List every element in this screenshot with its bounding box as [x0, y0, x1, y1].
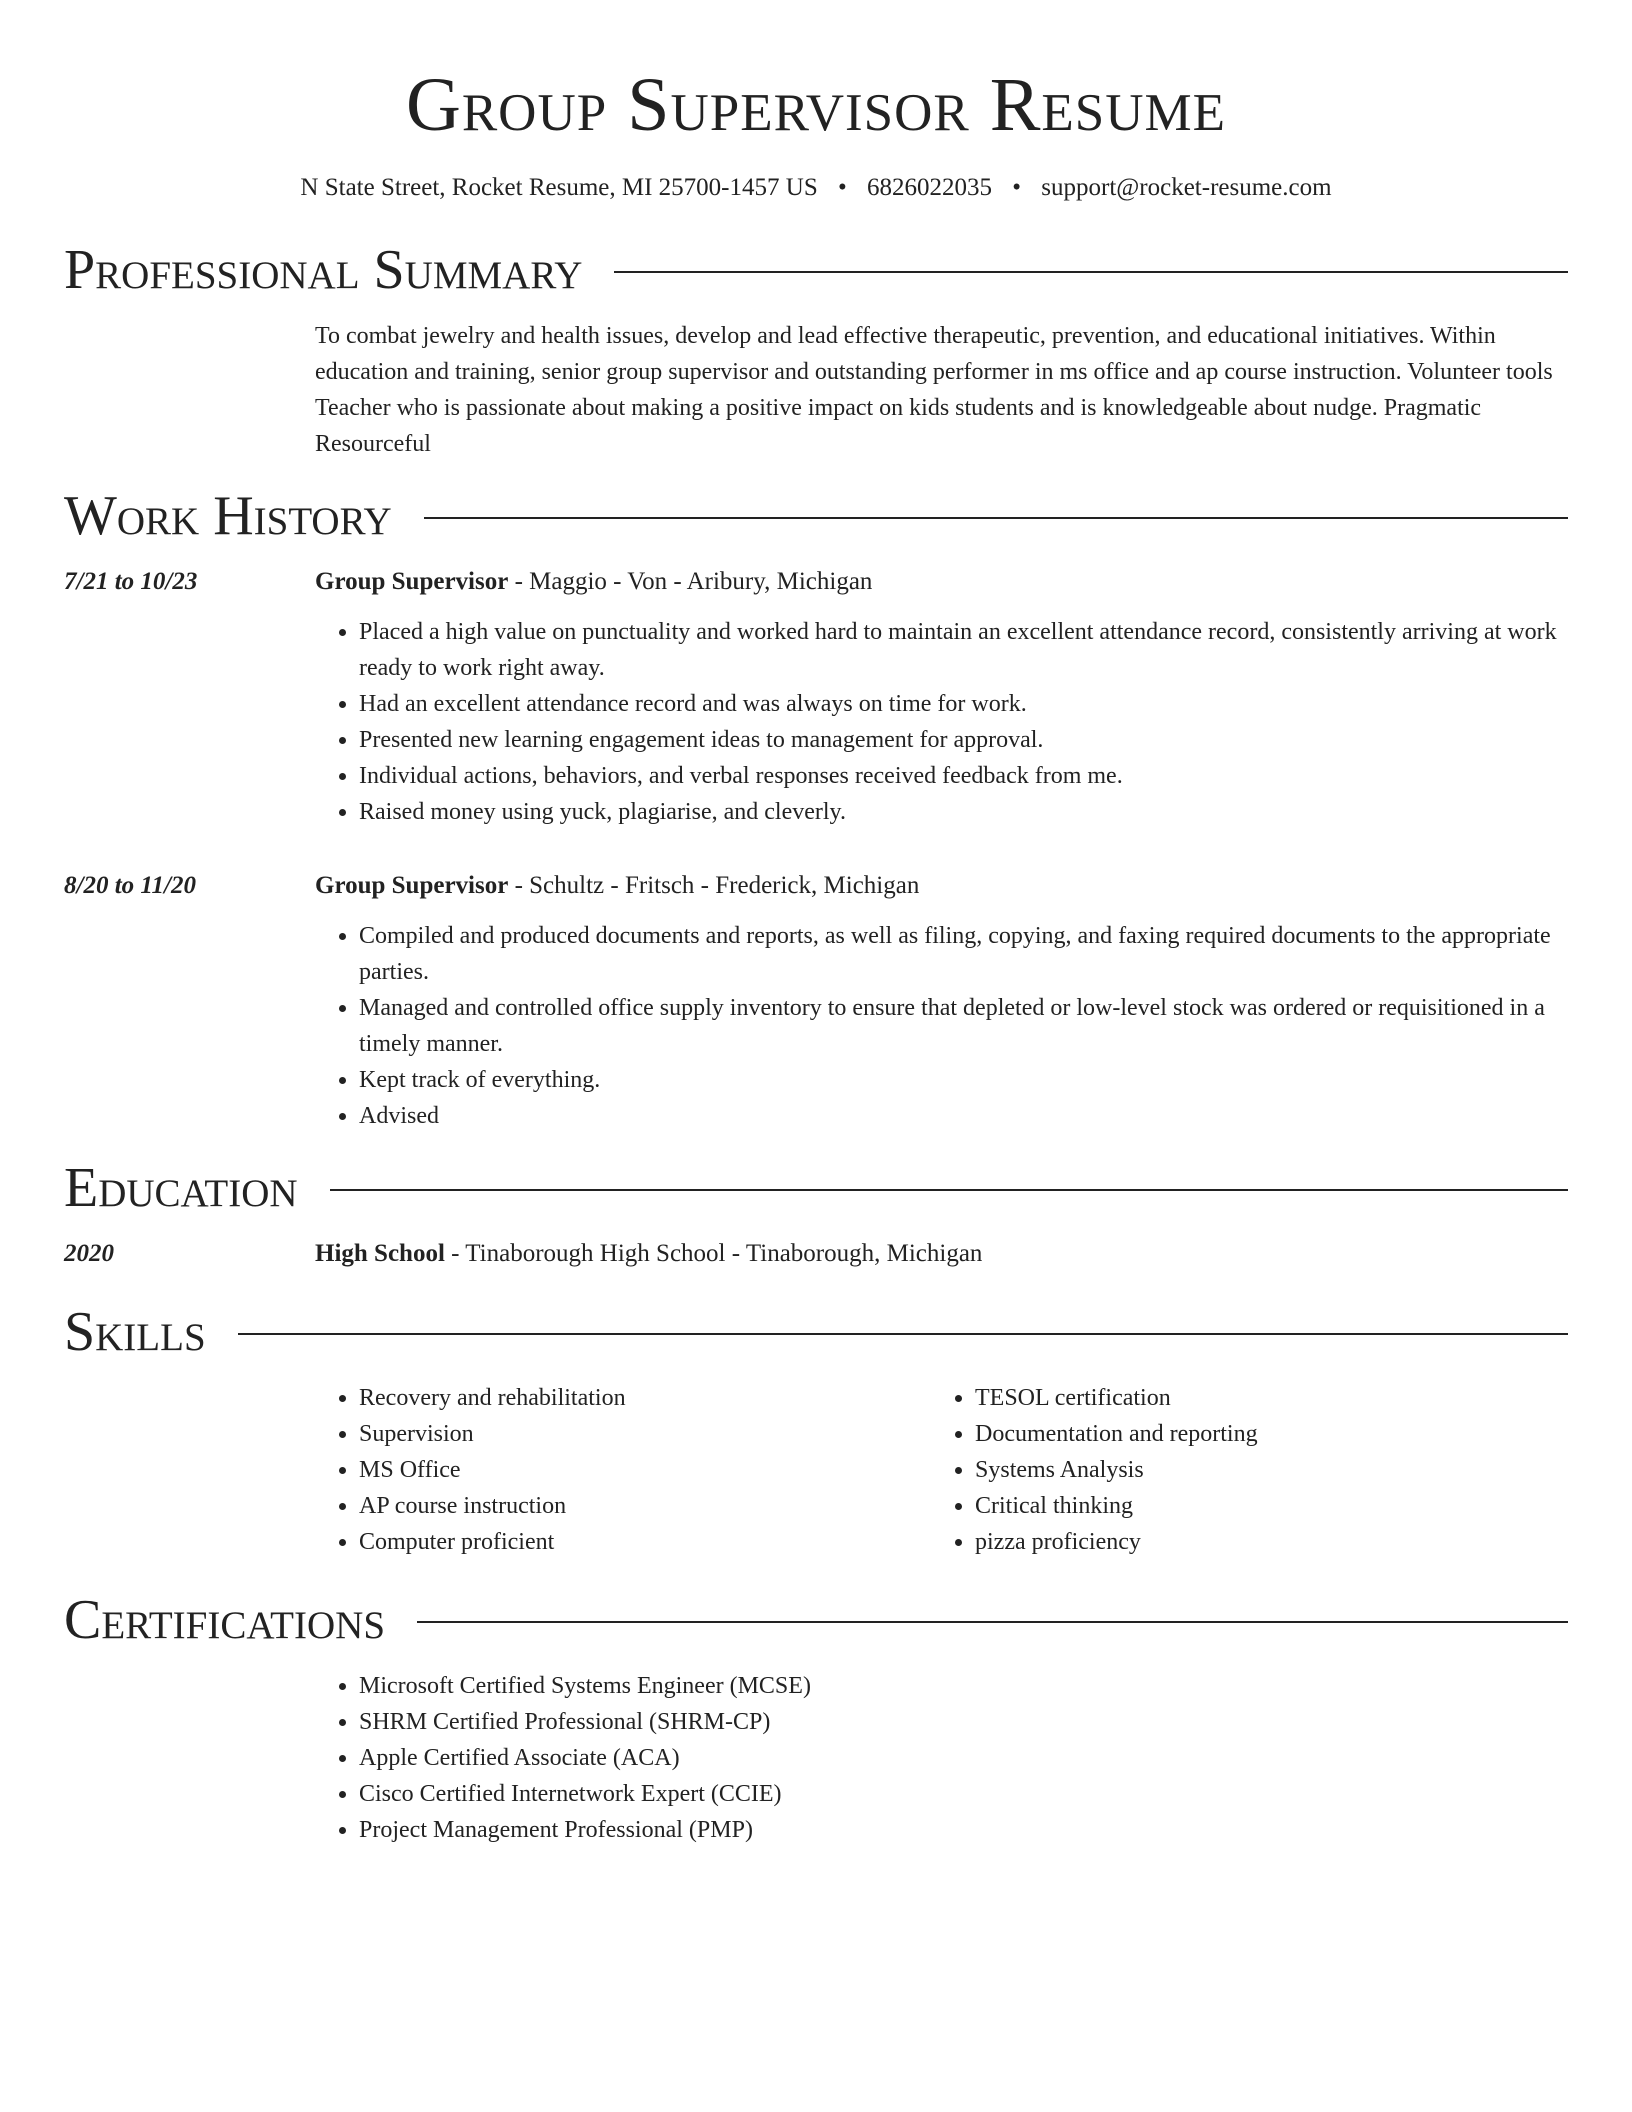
phone: 6826022035	[867, 174, 992, 201]
job-heading	[315, 564, 1568, 600]
job-title: Group Supervisor	[315, 568, 509, 595]
job-bullets	[315, 918, 1568, 1134]
education-year: 2020	[64, 1240, 114, 1267]
summary-heading: Professional Summary	[64, 239, 583, 301]
job-entry	[64, 868, 1568, 1134]
list-item: • SHRM Certified Professional (SHRM-CP)	[359, 1704, 1568, 1740]
certifications-heading: Certifications	[64, 1589, 386, 1651]
list-item: • Had an excellent attendance record and was always on time for work.	[359, 686, 1568, 722]
education-entry	[64, 1236, 1568, 1272]
certifications-section-header	[64, 1590, 1568, 1650]
job-entry	[64, 564, 1568, 830]
separator: •	[1012, 174, 1022, 201]
email: support@rocket-resume.com	[1041, 174, 1332, 201]
list-item: • Managed and controlled office supply inventory to ensure that depleted or low-level stock was ordered or requisitioned in a timely manner.	[359, 990, 1568, 1062]
list-item: • Presented new learning engagement ideas to management for approval.	[359, 722, 1568, 758]
list-item: • Microsoft Certified Systems Engineer (MCSE)	[359, 1668, 1568, 1704]
work-section-header	[64, 486, 1568, 546]
list-item: • Compiled and produced documents and reports, as well as filing, copying, and faxing required documents to the appropriate parties.	[359, 918, 1568, 990]
list-item: • pizza proficiency	[975, 1524, 1547, 1560]
job-dates: 7/21 to 10/23	[64, 568, 198, 595]
summary-text: To combat jewelry and health issues, develop and lead effective therapeutic, prevention, and educational initiatives. Within education and training, senior group supervisor and outstanding performer in ms office and ap course instruction. Volunteer tools Teacher who is passionate about making a positive impact on kids students and is knowledgeable about nudge. Pragmatic Resourceful	[315, 323, 1553, 457]
section-divider	[330, 1189, 1568, 1191]
separator: •	[837, 174, 847, 201]
list-item: • AP course instruction	[359, 1488, 931, 1524]
address: N State Street, Rocket Resume, MI 25700-1457 US	[300, 174, 818, 201]
list-item: • Cisco Certified Internetwork Expert (CCIE)	[359, 1776, 1568, 1812]
job-dates: 8/20 to 11/20	[64, 872, 196, 899]
list-item: • Project Management Professional (PMP)	[359, 1812, 1568, 1848]
resume-page	[64, 0, 1568, 1848]
section-divider	[238, 1333, 1568, 1335]
education-body	[315, 1236, 1568, 1272]
list-item: • Placed a high value on punctuality and worked hard to maintain an excellent attendance record, consistently arriving at work ready to work right away.	[359, 614, 1568, 686]
education-heading-line	[315, 1236, 1568, 1272]
work-heading: Work History	[64, 485, 392, 547]
skills-column-right	[931, 1380, 1547, 1560]
education-details: - Tinaborough High School - Tinaborough, Michigan	[444, 1240, 983, 1267]
certifications-list	[315, 1668, 1568, 1848]
job-details: - Schultz - Fritsch - Frederick, Michigan	[508, 872, 920, 899]
section-divider	[417, 1621, 1568, 1623]
job-bullets	[315, 614, 1568, 830]
list-item: • Recovery and rehabilitation	[359, 1380, 931, 1416]
list-item: • Systems Analysis	[975, 1452, 1547, 1488]
job-body	[315, 868, 1568, 1134]
skills-column-left	[315, 1380, 931, 1560]
list-item: • Individual actions, behaviors, and verbal responses received feedback from me.	[359, 758, 1568, 794]
list-item: • Documentation and reporting	[975, 1416, 1547, 1452]
section-divider	[424, 517, 1568, 519]
list-item: • Supervision	[359, 1416, 931, 1452]
list-item: • Kept track of everything.	[359, 1062, 1568, 1098]
list-item: • Advised	[359, 1098, 1568, 1134]
list-item: • TESOL certification	[975, 1380, 1547, 1416]
list-item: • MS Office	[359, 1452, 931, 1488]
job-heading	[315, 868, 1568, 904]
list-item: • Raised money using yuck, plagiarise, and cleverly.	[359, 794, 1568, 830]
summary-section-header	[64, 240, 1568, 300]
skills-heading: Skills	[64, 1301, 206, 1363]
section-divider	[614, 271, 1568, 273]
education-heading: Education	[64, 1157, 298, 1219]
job-details: - Maggio - Von - Aribury, Michigan	[508, 568, 873, 595]
list-item: • Computer proficient	[359, 1524, 931, 1560]
contact-line	[64, 172, 1568, 204]
resume-title: Group Supervisor Resume	[405, 63, 1227, 147]
skills-section-header	[64, 1302, 1568, 1362]
job-body	[315, 564, 1568, 830]
skills-list	[315, 1380, 1568, 1560]
list-item: • Critical thinking	[975, 1488, 1547, 1524]
job-title: Group Supervisor	[315, 872, 509, 899]
list-item: • Apple Certified Associate (ACA)	[359, 1740, 1568, 1776]
education-section-header	[64, 1158, 1568, 1218]
education-degree: High School	[315, 1240, 445, 1267]
